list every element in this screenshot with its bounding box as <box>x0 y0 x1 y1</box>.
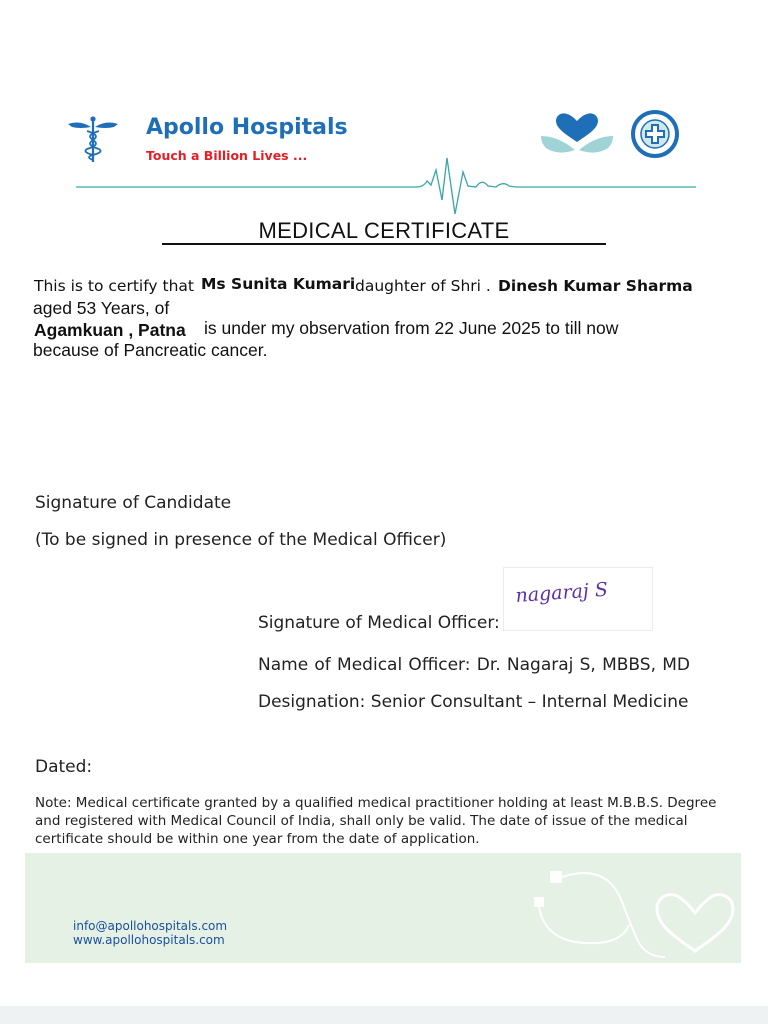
officer-signature-image <box>504 568 652 630</box>
brand-name: Apollo Hospitals <box>146 115 348 140</box>
dated-label: Dated: <box>35 757 93 777</box>
age-text: aged 53 Years, of <box>33 298 170 318</box>
title-underline <box>162 243 606 245</box>
reason-text: because of Pancreatic cancer. <box>33 340 268 360</box>
page-title: MEDICAL CERTIFICATE <box>258 218 510 243</box>
certify-intro: This is to certify that <box>34 277 194 295</box>
bottom-strip <box>0 1006 768 1024</box>
father-name: Dinesh Kumar Sharma <box>498 277 693 295</box>
candidate-signature-label: Signature of Candidate <box>35 493 232 513</box>
stethoscope-heart-icon <box>525 861 741 963</box>
svg-text:nagaraj S: nagaraj S <box>514 578 609 607</box>
patient-name: Ms Sunita Kumari <box>201 275 356 293</box>
footer-website[interactable]: www.apollohospitals.com <box>73 933 225 947</box>
relation-text: daughter of Shri . <box>355 277 491 295</box>
ecg-divider <box>76 150 696 218</box>
footer-email[interactable]: info@apollohospitals.com <box>73 919 228 933</box>
validity-note: Note: Medical certificate granted by a qualified medical practitioner holding at least M.B.B.S. Degree and registered with Medical Council of India, shall only be valid. The date of issue of the medical certificate should be within one year from the date of application. <box>35 795 717 847</box>
candidate-signature-note: (To be signed in presence of the Medical Officer) <box>35 530 447 550</box>
officer-signature-box <box>503 567 653 631</box>
observation-text: is under my observation from 22 June 2025 to till now <box>204 318 619 338</box>
brand-tagline: Touch a Billion Lives ... <box>146 148 308 163</box>
place-text: Agamkuan , Patna <box>34 320 186 340</box>
footer-band <box>25 853 741 963</box>
officer-details: Name of Medical Officer: Dr. Nagaraj S, MBBS, MD Designation: Senior Consultant – Internal Medicine <box>258 655 690 712</box>
officer-signature-label: Signature of Medical Officer: <box>258 613 500 633</box>
